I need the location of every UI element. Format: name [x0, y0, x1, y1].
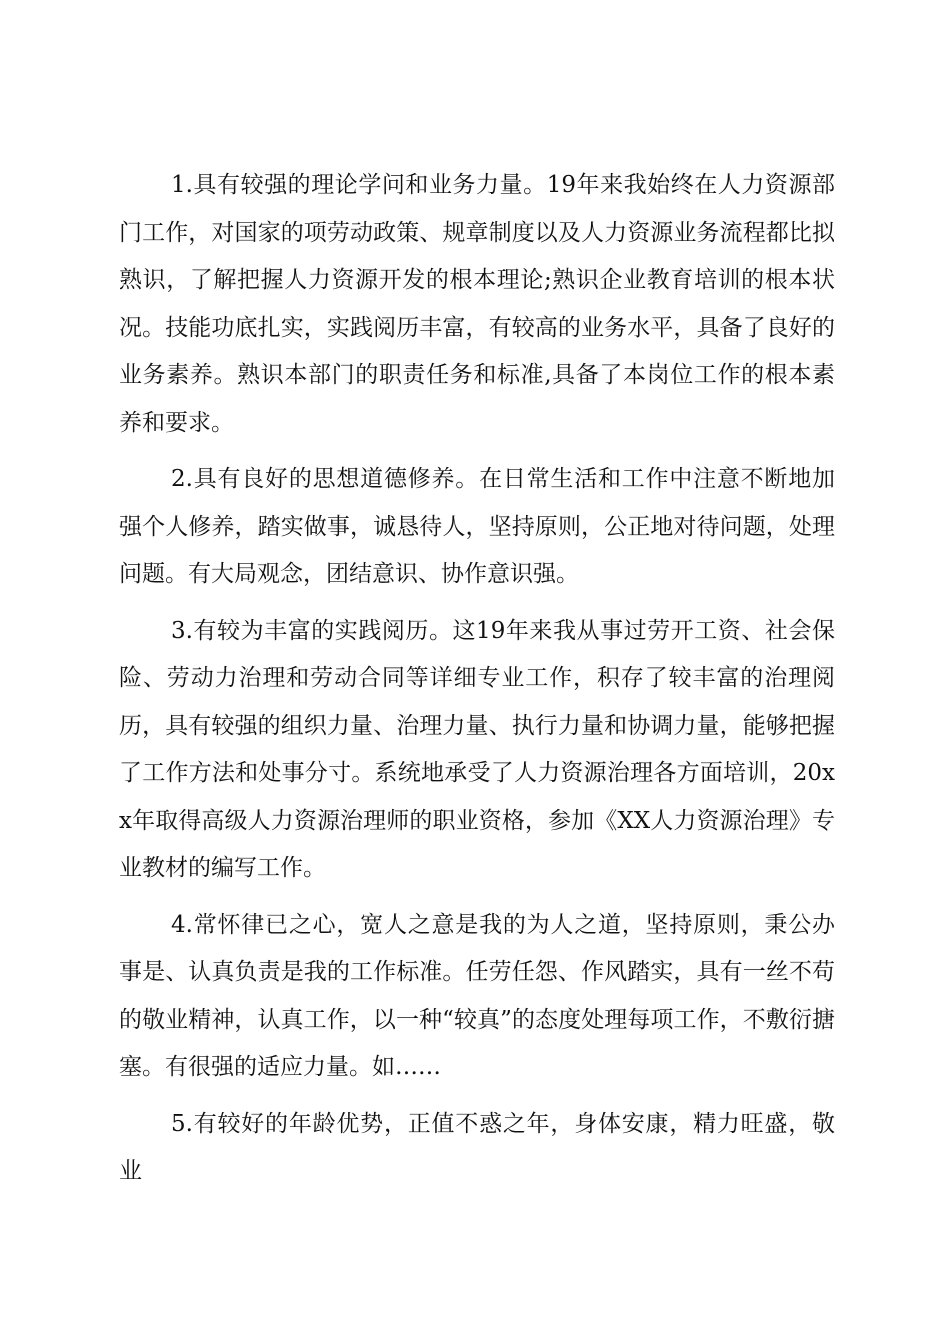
paragraph-2: 2.具有良好的思想道德修养。在日常生活和工作中注意不断地加强个人修养，踏实做事，诚恳待人，坚持原则，公正地对待问题，处理问题。有大局观念，团结意识、协作意识强。	[119, 466, 835, 587]
document-body	[119, 162, 835, 1205]
paragraph-1: 1.具有较强的理论学问和业务力量。19年来我始终在人力资源部门工作，对国家的项劳动政策、规章制度以及人力资源业务流程都比拟熟识，了解把握人力资源开发的根本理论;熟识企业教育培训的根本状况。技能功底扎实，实践阅历丰富，有较高的业务水平，具备了良好的业务素养。熟识本部门的职责任务和标准,具备了本岗位工作的根本素养和要求。	[119, 172, 835, 436]
paragraph-3: 3.有较为丰富的实践阅历。这19年来我从事过劳开工资、社会保险、劳动力治理和劳动合同等详细专业工作，积存了较丰富的治理阅历，具有较强的组织力量、治理力量、执行力量和协调力量，能够把握了工作方法和处事分寸。系统地承受了人力资源治理各方面培训，20xx年取得高级人力资源治理师的职业资格，参加《XX人力资源治理》专业教材的编写工作。	[119, 617, 835, 881]
paragraph-4: 4.常怀律已之心，宽人之意是我的为人之道，坚持原则，秉公办事是、认真负责是我的工作标准。任劳任怨、作风踏实，具有一丝不苟的敬业精神，认真工作，以一种“较真”的态度处理每项工作，不敷衍搪塞。有很强的适应力量。如……	[119, 911, 835, 1080]
paragraph-5: 5.有较好的年龄优势，正值不惑之年，身体安康，精力旺盛，敬业	[119, 1110, 835, 1184]
